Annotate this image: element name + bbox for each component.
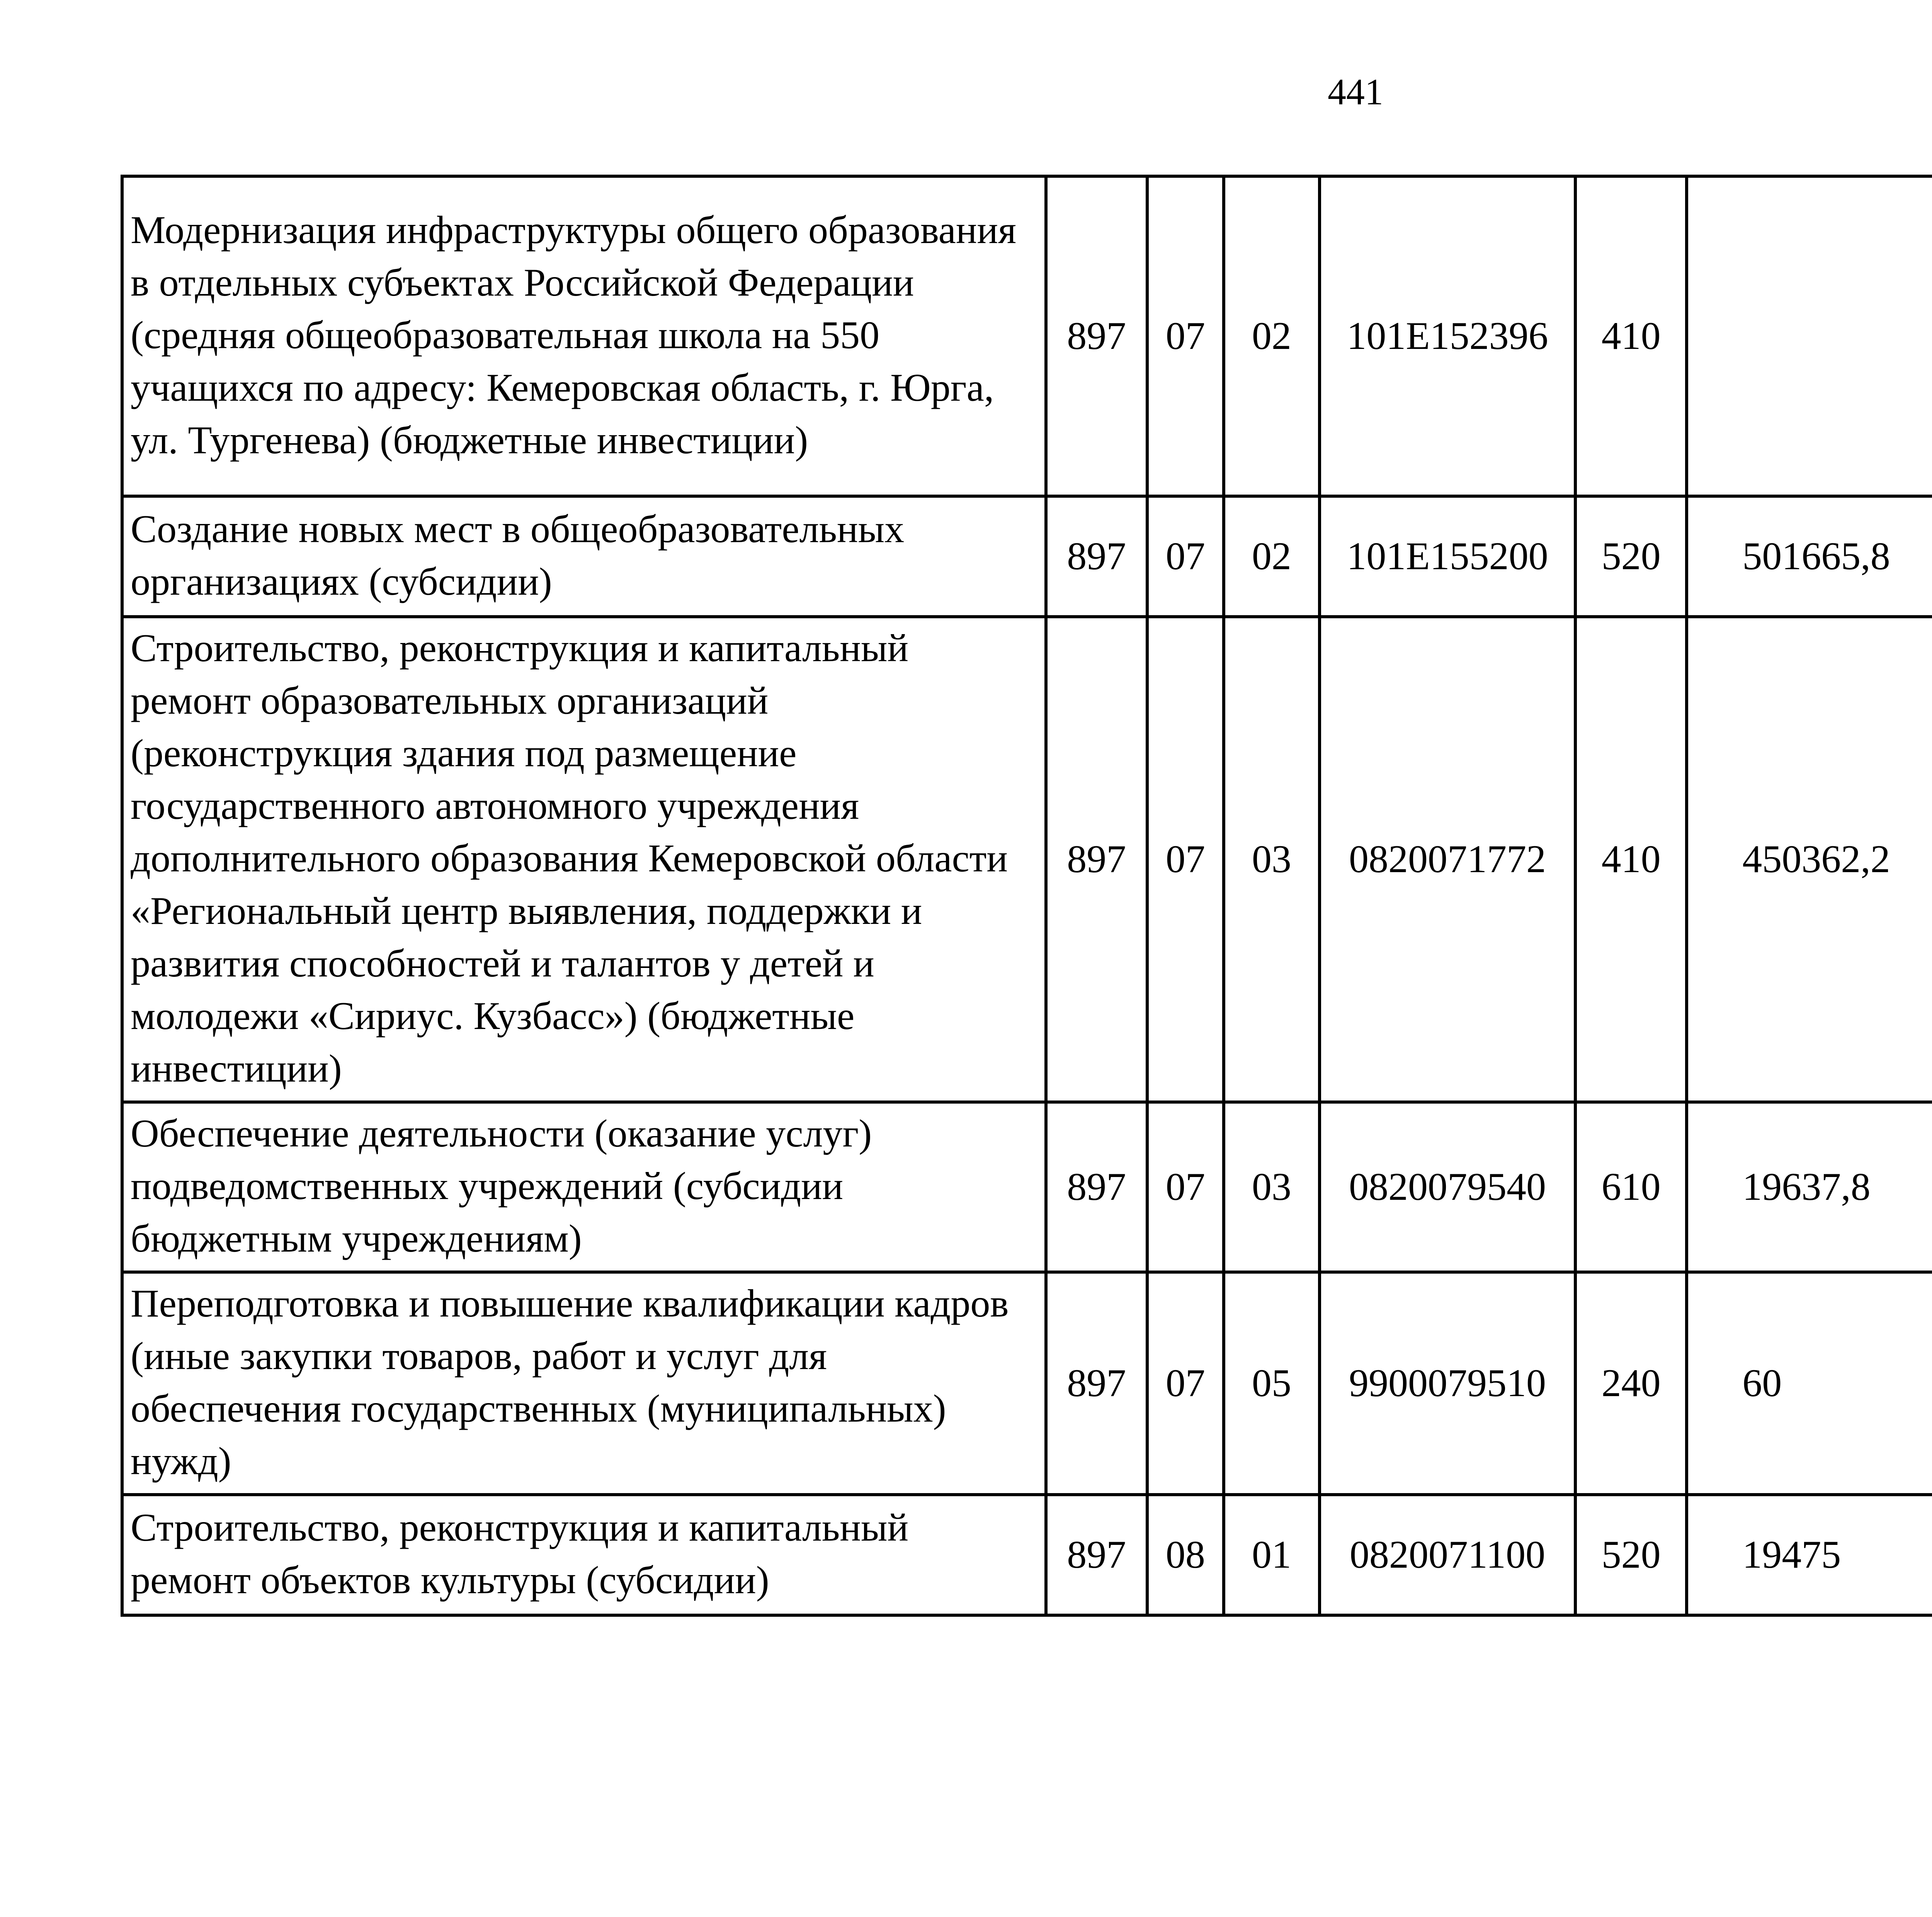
subsection-code: 02 (1224, 176, 1320, 496)
amount-year-1: 19475 (1687, 1495, 1932, 1615)
amount-year-1: 450362,2 (1687, 617, 1932, 1102)
row-description: Строительство, реконструкция и капитальный ремонт образовательных организаций (реконструкция здания под размещение государственного автономного учреждения дополнительного образования Кемеровской области «Региональный центр выявления, поддержки и развития способностей и талантов у детей и молодежи «Сириус. Кузбасс») (бюджетные инвестиции) (122, 617, 1046, 1102)
target-article-code: 101E155200 (1320, 496, 1575, 617)
page-number: 441 (1328, 71, 1383, 112)
section-code: 07 (1147, 176, 1224, 496)
row-description: Обеспечение деятельности (оказание услуг) подведомственных учреждений (субсидии бюджетным учреждениям) (122, 1102, 1046, 1272)
ministry-code: 897 (1046, 1272, 1147, 1495)
ministry-code: 897 (1046, 617, 1147, 1102)
subsection-code: 03 (1224, 1102, 1320, 1272)
ministry-code: 897 (1046, 496, 1147, 617)
target-article-code: 9900079510 (1320, 1272, 1575, 1495)
amount-year-1: 19637,8 (1687, 1102, 1932, 1272)
target-article-code: 0820079540 (1320, 1102, 1575, 1272)
subsection-code: 05 (1224, 1272, 1320, 1495)
table-row (122, 1495, 1932, 1615)
target-article-code: 101E152396 (1320, 176, 1575, 496)
budget-table (121, 175, 1932, 1617)
table-row (122, 1272, 1932, 1495)
row-description: Создание новых мест в общеобразовательных организациях (субсидии) (122, 496, 1046, 617)
expense-type-code: 520 (1575, 496, 1687, 617)
table-row (122, 176, 1932, 496)
table-row (122, 496, 1932, 617)
section-code: 08 (1147, 1495, 1224, 1615)
table-row (122, 617, 1932, 1102)
row-description: Модернизация инфраструктуры общего образования в отдельных субъектах Российской Федерации (средняя общеобразовательная школа на 550 учащихся по адресу: Кемеровская область, г. Юрга, ул. Тургенева) (бюджетные инвестиции) (122, 176, 1046, 496)
target-article-code: 0820071772 (1320, 617, 1575, 1102)
row-description: Переподготовка и повышение квалификации кадров (иные закупки товаров, работ и услуг для обеспечения государственных (муниципальных) нужд) (122, 1272, 1046, 1495)
expense-type-code: 240 (1575, 1272, 1687, 1495)
amount-year-1 (1687, 176, 1932, 496)
ministry-code: 897 (1046, 1102, 1147, 1272)
subsection-code: 01 (1224, 1495, 1320, 1615)
amount-year-1: 60 (1687, 1272, 1932, 1495)
section-code: 07 (1147, 1272, 1224, 1495)
ministry-code: 897 (1046, 176, 1147, 496)
ministry-code: 897 (1046, 1495, 1147, 1615)
subsection-code: 03 (1224, 617, 1320, 1102)
target-article-code: 0820071100 (1320, 1495, 1575, 1615)
amount-year-1: 501665,8 (1687, 496, 1932, 617)
expense-type-code: 410 (1575, 176, 1687, 496)
table-row (122, 1102, 1932, 1272)
expense-type-code: 610 (1575, 1102, 1687, 1272)
expense-type-code: 410 (1575, 617, 1687, 1102)
expense-type-code: 520 (1575, 1495, 1687, 1615)
section-code: 07 (1147, 617, 1224, 1102)
row-description: Строительство, реконструкция и капитальный ремонт объектов культуры (субсидии) (122, 1495, 1046, 1615)
subsection-code: 02 (1224, 496, 1320, 617)
section-code: 07 (1147, 1102, 1224, 1272)
section-code: 07 (1147, 496, 1224, 617)
